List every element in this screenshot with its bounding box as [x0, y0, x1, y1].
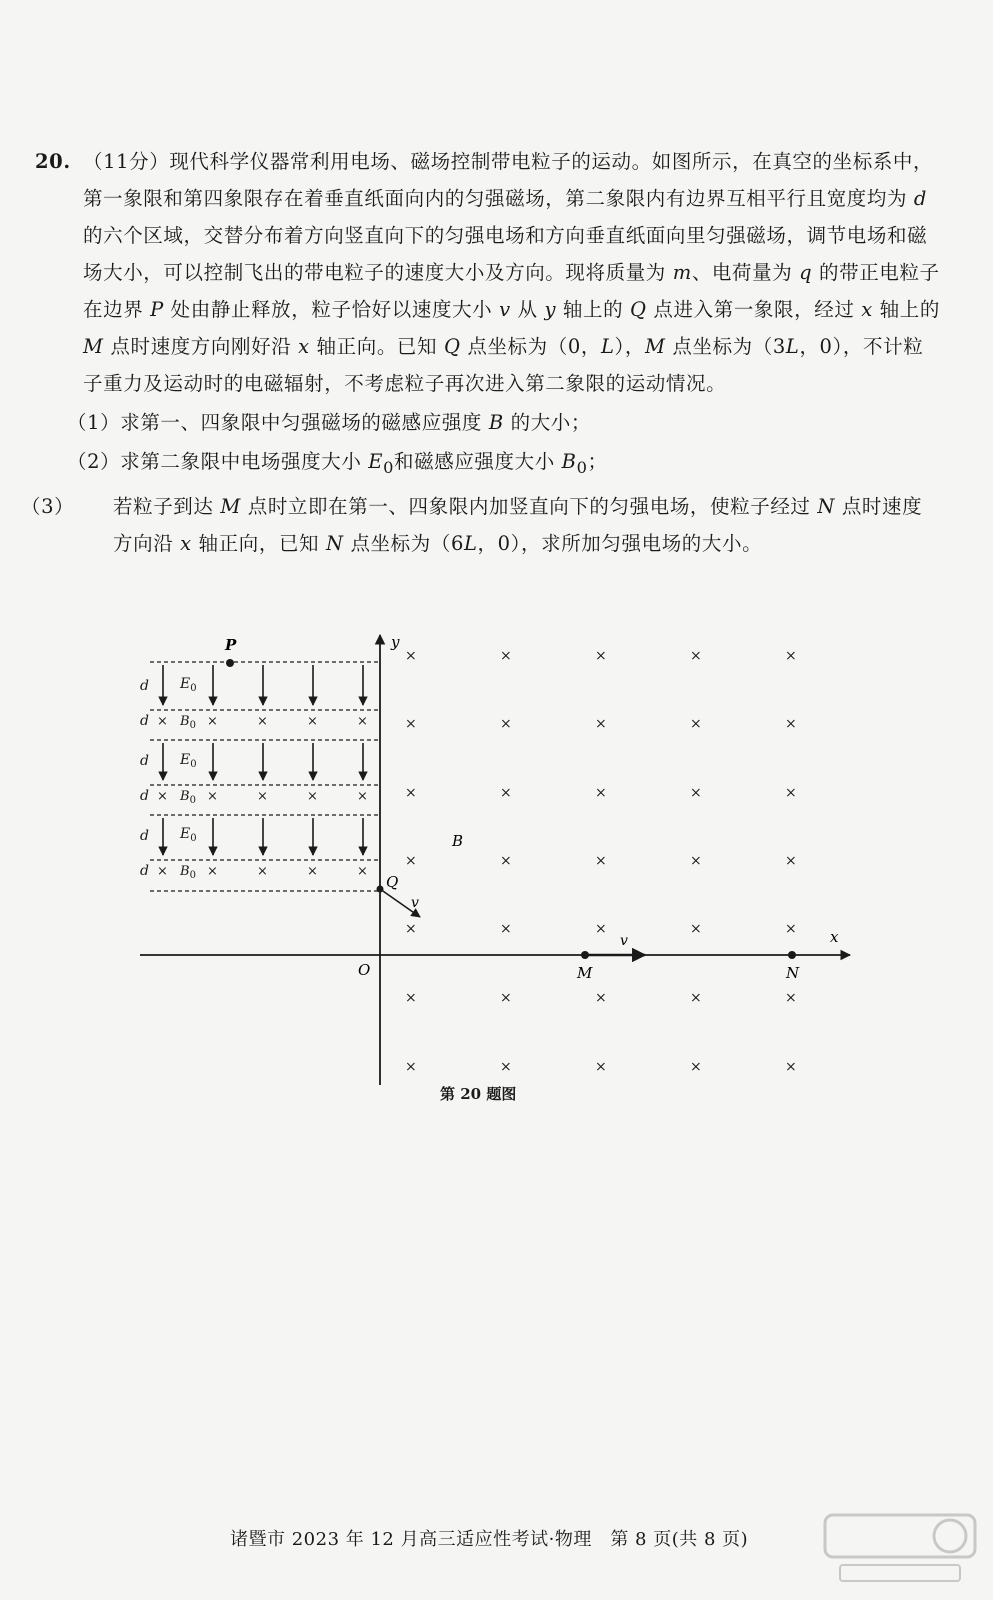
svg-text:×: × — [257, 864, 268, 879]
label-d-3: d — [140, 753, 149, 769]
b-field-cross: × — [405, 853, 417, 869]
b0-row-2-cross: × — [157, 789, 168, 804]
region-boundaries — [150, 662, 380, 891]
question-3: （3） 若粒子到达 M 点时立即在第一、四象限内加竖直向下的匀强电场，使粒子经过 N 点时速度方向沿 x 轴正向，已知 N 点坐标为（6L，0），求所加匀强电场的大小。 — [21, 494, 923, 555]
label-E0-2: $E_0$ — [180, 752, 197, 770]
label-d-2: d — [140, 713, 149, 729]
label-P: P — [225, 636, 237, 654]
b-field-cross: × — [595, 1059, 607, 1075]
b-field-cross: × — [500, 648, 512, 664]
page-footer: 诸暨市 2023 年 12 月高三适应性考试·物理 第 8 页(共 8 页) — [230, 1529, 749, 1550]
svg-text:×: × — [257, 714, 268, 729]
label-B0-2: $B_0$ — [180, 789, 196, 806]
b-field-cross: × — [785, 921, 797, 937]
label-B0-1: $B_0$ — [180, 714, 196, 731]
svg-text:×: × — [357, 714, 368, 729]
label-v-Q: v — [411, 895, 419, 911]
svg-text:×: × — [207, 789, 218, 804]
b-field-cross: × — [405, 990, 417, 1006]
figure-caption: 第 20 题图 — [440, 1085, 517, 1103]
b-field-cross: × — [785, 648, 797, 664]
question-2: （2）求第二象限中电场强度大小 $E_0$和磁感应强度大小 $B_0$； — [67, 450, 608, 477]
problem-20 — [21, 143, 940, 562]
label-E0-1: $E_0$ — [180, 676, 197, 694]
b-field-cross: × — [595, 648, 607, 664]
svg-text:×: × — [357, 789, 368, 804]
label-x: x — [830, 928, 839, 946]
b-field-cross: × — [405, 716, 417, 732]
b-field-cross: × — [690, 921, 702, 937]
b-field-cross: × — [500, 1059, 512, 1075]
b-field-cross: × — [405, 785, 417, 801]
b0-row-3-cross: × — [157, 864, 168, 879]
label-N: N — [786, 964, 800, 982]
b-field-cross: × — [690, 648, 702, 664]
label-B-field: B — [452, 832, 464, 850]
b-field-cross: × — [500, 853, 512, 869]
label-B0-3: $B_0$ — [180, 864, 196, 881]
b-field-cross: × — [785, 785, 797, 801]
label-d-4: d — [140, 788, 149, 804]
b-field-cross: × — [690, 716, 702, 732]
svg-text:×: × — [307, 789, 318, 804]
problem-stem: （11分）现代科学仪器常利用电场、磁场控制带电粒子的运动。如图所示，在真空的坐标系中，第一象限和第四象限存在着垂直纸面向内的匀强磁场，第二象限内有边界互相平行且宽度均为 d 的六个区域，交替分布着方向竖直向下的匀强电场和方向垂直纸面向里匀强磁场，调节电场和磁场大小，可以控制飞出的带电粒子的速度大小及方向。现将质量为 m、电荷量为 q 的带正电粒子在边界 P 处由静止释放，粒子恰好以速度大小 v 从 y 轴上的 Q 点进入第一象限，经过 x 轴上的 M 点时速度方向刚好沿 x 轴正向。已知 Q 点坐标为（0，L），M 点坐标为（3L，0），不计粒子重力及运动时的电磁辐射，不考虑粒子再次进入第二象限的运动情况。 — [83, 150, 940, 395]
b-field-cross: × — [690, 853, 702, 869]
point-M — [581, 951, 589, 959]
b-field-cross: × — [500, 716, 512, 732]
magnetic-field-grid — [405, 648, 797, 1075]
b-field-cross: × — [405, 648, 417, 664]
watermark-logo — [820, 1510, 980, 1590]
b-field-cross: × — [690, 990, 702, 1006]
svg-text:×: × — [357, 864, 368, 879]
label-M: M — [577, 964, 593, 982]
label-d-1: d — [140, 678, 149, 694]
question-1: （1）求第一、四象限中匀强磁场的磁感应强度 B 的大小； — [67, 411, 591, 434]
label-v-M: v — [620, 933, 628, 949]
svg-text:×: × — [257, 789, 268, 804]
label-Q: Q — [386, 873, 399, 891]
b-field-cross: × — [595, 716, 607, 732]
svg-text:×: × — [307, 864, 318, 879]
b-field-cross: × — [690, 1059, 702, 1075]
b-field-cross: × — [785, 716, 797, 732]
point-N — [788, 951, 796, 959]
b-field-cross: × — [690, 785, 702, 801]
b-field-cross: × — [500, 921, 512, 937]
b-field-cross: × — [405, 921, 417, 937]
b-field-cross: × — [595, 785, 607, 801]
b-field-cross: × — [595, 921, 607, 937]
b-field-cross: × — [595, 853, 607, 869]
problem-number: 20. — [35, 150, 71, 173]
label-d-5: d — [140, 828, 149, 844]
b-field-cross: × — [500, 785, 512, 801]
b-field-cross: × — [405, 1059, 417, 1075]
b-field-cross: × — [595, 990, 607, 1006]
b0-row-1-cross: × — [157, 714, 168, 729]
svg-text:×: × — [207, 864, 218, 879]
b-field-cross: × — [785, 853, 797, 869]
label-y: y — [391, 633, 400, 651]
label-O: O — [358, 961, 371, 979]
b-field-cross: × — [785, 990, 797, 1006]
svg-text:×: × — [307, 714, 318, 729]
b-field-cross: × — [500, 990, 512, 1006]
problem-20-figure — [130, 625, 870, 1085]
b-field-cross: × — [785, 1059, 797, 1075]
svg-text:×: × — [207, 714, 218, 729]
point-P — [226, 659, 234, 667]
label-E0-3: $E_0$ — [180, 826, 197, 844]
label-d-6: d — [140, 863, 149, 879]
